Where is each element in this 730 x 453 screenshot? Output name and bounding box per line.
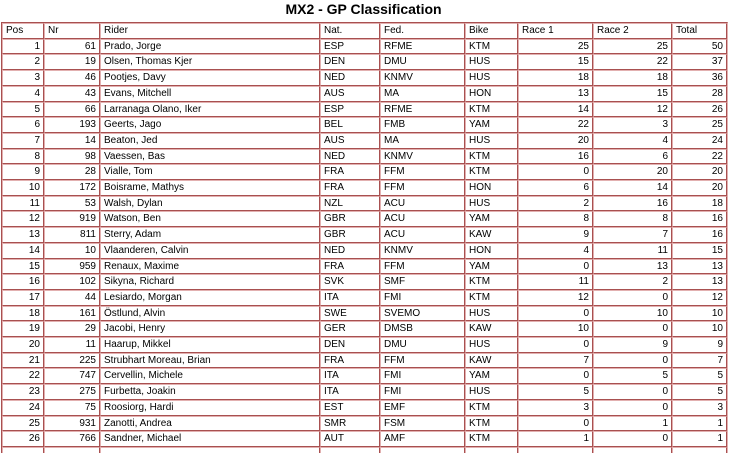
- cell-fed: FFM: [380, 164, 465, 180]
- cell-nat: ESP: [320, 102, 380, 118]
- cell-total: 24: [672, 133, 727, 149]
- cell-rider: Geerts, Jago: [100, 117, 320, 133]
- cell-race1: 7: [518, 353, 593, 369]
- cell-fed: RFME: [380, 102, 465, 118]
- cell-total: 10: [672, 321, 727, 337]
- table-header: [2, 23, 727, 39]
- cell-bike: HON: [465, 86, 518, 102]
- cell-rider: Sikyna, Richard: [100, 274, 320, 290]
- cell-rider: Beaton, Jed: [100, 133, 320, 149]
- cell-fed: DMU: [380, 54, 465, 70]
- cell-fed: AMF: [380, 431, 465, 447]
- cell-bike: HUS: [465, 54, 518, 70]
- table-row: [2, 211, 727, 227]
- cell-pos: [2, 447, 44, 453]
- table-row: [2, 337, 727, 353]
- table-row: [2, 70, 727, 86]
- classification-table: [1, 22, 728, 453]
- cell-pos: 3: [2, 70, 44, 86]
- cell-race1: [518, 447, 593, 453]
- cell-total: 28: [672, 86, 727, 102]
- cell-pos: 4: [2, 86, 44, 102]
- cell-race2: 0: [593, 321, 672, 337]
- cell-rider: Furbetta, Joakin: [100, 384, 320, 400]
- cell-total: 13: [672, 259, 727, 275]
- cell-bike: KTM: [465, 149, 518, 165]
- cell-total: 26: [672, 102, 727, 118]
- cell-nr: 29: [44, 321, 100, 337]
- cell-bike: YAM: [465, 368, 518, 384]
- cell-nr: 919: [44, 211, 100, 227]
- column-header-nat: Nat.: [320, 23, 380, 39]
- cell-rider: Jacobi, Henry: [100, 321, 320, 337]
- table-row: [2, 290, 727, 306]
- cell-rider: Olsen, Thomas Kjer: [100, 54, 320, 70]
- cell-total: 37: [672, 54, 727, 70]
- cell-race2: 9: [593, 337, 672, 353]
- cell-pos: 21: [2, 353, 44, 369]
- table-row: [2, 164, 727, 180]
- cell-nat: AUS: [320, 133, 380, 149]
- cell-bike: KTM: [465, 416, 518, 432]
- cell-total: 18: [672, 196, 727, 212]
- cell-rider: Roosiorg, Hardi: [100, 400, 320, 416]
- cell-bike: KTM: [465, 102, 518, 118]
- cell-nr: 161: [44, 306, 100, 322]
- cell-fed: EMF: [380, 400, 465, 416]
- cell-rider: Pootjes, Davy: [100, 70, 320, 86]
- cell-bike: KTM: [465, 164, 518, 180]
- cell-pos: 11: [2, 196, 44, 212]
- cell-race2: 3: [593, 117, 672, 133]
- cell-pos: 18: [2, 306, 44, 322]
- cell-pos: 26: [2, 431, 44, 447]
- cell-race2: 15: [593, 86, 672, 102]
- cell-race1: 18: [518, 70, 593, 86]
- cell-rider: Boisrame, Mathys: [100, 180, 320, 196]
- table-row: [2, 102, 727, 118]
- column-header-total: Total: [672, 23, 727, 39]
- cell-race2: 20: [593, 164, 672, 180]
- table-row: [2, 149, 727, 165]
- cell-nat: NED: [320, 243, 380, 259]
- cell-rider: Haarup, Mikkel: [100, 337, 320, 353]
- cell-bike: HUS: [465, 306, 518, 322]
- cell-fed: FFM: [380, 180, 465, 196]
- cell-bike: [465, 447, 518, 453]
- table-row: [2, 39, 727, 55]
- cell-race2: 0: [593, 384, 672, 400]
- table-row: [2, 431, 727, 447]
- table-row: [2, 86, 727, 102]
- cell-race1: 22: [518, 117, 593, 133]
- cell-total: 1: [672, 431, 727, 447]
- cell-fed: ACU: [380, 196, 465, 212]
- cell-rider: Vlaanderen, Calvin: [100, 243, 320, 259]
- cell-nr: 98: [44, 149, 100, 165]
- table-row: [2, 180, 727, 196]
- cell-rider: [100, 447, 320, 453]
- cell-nat: DEN: [320, 337, 380, 353]
- cell-nr: 172: [44, 180, 100, 196]
- cell-race1: 2: [518, 196, 593, 212]
- cell-rider: Walsh, Dylan: [100, 196, 320, 212]
- cell-rider: Strubhart Moreau, Brian: [100, 353, 320, 369]
- cell-nr: 931: [44, 416, 100, 432]
- cell-nat: AUT: [320, 431, 380, 447]
- cell-total: 5: [672, 368, 727, 384]
- table-body: [2, 39, 727, 453]
- cell-race2: 0: [593, 431, 672, 447]
- cell-race2: 12: [593, 102, 672, 118]
- table-row: [2, 133, 727, 149]
- table-row: [2, 117, 727, 133]
- table-row: [2, 416, 727, 432]
- cell-pos: 6: [2, 117, 44, 133]
- cell-race2: 7: [593, 227, 672, 243]
- cell-fed: MA: [380, 86, 465, 102]
- cell-pos: 16: [2, 274, 44, 290]
- cell-fed: KNMV: [380, 243, 465, 259]
- cell-nr: 766: [44, 431, 100, 447]
- column-header-bike: Bike: [465, 23, 518, 39]
- cell-total: [672, 447, 727, 453]
- cell-total: 5: [672, 384, 727, 400]
- cell-race2: 10: [593, 306, 672, 322]
- column-header-nr: Nr: [44, 23, 100, 39]
- cell-nat: ITA: [320, 368, 380, 384]
- cell-race1: 14: [518, 102, 593, 118]
- cell-nr: 28: [44, 164, 100, 180]
- cell-bike: HUS: [465, 196, 518, 212]
- cell-pos: 19: [2, 321, 44, 337]
- cell-total: 20: [672, 164, 727, 180]
- cell-nat: NED: [320, 149, 380, 165]
- cell-race2: 5: [593, 368, 672, 384]
- table-row: [2, 196, 727, 212]
- cell-fed: KNMV: [380, 149, 465, 165]
- cell-bike: KAW: [465, 353, 518, 369]
- cell-fed: DMSB: [380, 321, 465, 337]
- cell-total: 1: [672, 416, 727, 432]
- cell-fed: ACU: [380, 211, 465, 227]
- cell-fed: [380, 447, 465, 453]
- cell-pos: 8: [2, 149, 44, 165]
- cell-race1: 0: [518, 368, 593, 384]
- header-row: [2, 23, 727, 39]
- cell-bike: HUS: [465, 133, 518, 149]
- cell-total: 10: [672, 306, 727, 322]
- cell-race1: 0: [518, 337, 593, 353]
- cell-nr: 959: [44, 259, 100, 275]
- cell-nat: GER: [320, 321, 380, 337]
- cell-nat: FRA: [320, 180, 380, 196]
- cell-nat: FRA: [320, 353, 380, 369]
- cell-nat: FRA: [320, 164, 380, 180]
- column-header-race1: Race 1: [518, 23, 593, 39]
- cell-pos: 20: [2, 337, 44, 353]
- cell-pos: 15: [2, 259, 44, 275]
- cell-nat: ESP: [320, 39, 380, 55]
- cell-race2: 2: [593, 274, 672, 290]
- cell-race1: 8: [518, 211, 593, 227]
- cell-bike: KTM: [465, 290, 518, 306]
- cell-rider: Watson, Ben: [100, 211, 320, 227]
- cell-bike: HUS: [465, 70, 518, 86]
- column-header-race2: Race 2: [593, 23, 672, 39]
- cell-nr: 61: [44, 39, 100, 55]
- cell-nat: GBR: [320, 211, 380, 227]
- cell-race2: 0: [593, 290, 672, 306]
- table-row: [2, 400, 727, 416]
- cell-fed: FMI: [380, 384, 465, 400]
- cell-race1: 10: [518, 321, 593, 337]
- cell-bike: KAW: [465, 321, 518, 337]
- cell-nat: SMR: [320, 416, 380, 432]
- cell-nr: 11: [44, 337, 100, 353]
- cell-nat: SWE: [320, 306, 380, 322]
- cell-nr: 14: [44, 133, 100, 149]
- table-row: [2, 321, 727, 337]
- cell-nr: 10: [44, 243, 100, 259]
- cell-total: 25: [672, 117, 727, 133]
- cell-fed: FMI: [380, 290, 465, 306]
- cell-rider: Sterry, Adam: [100, 227, 320, 243]
- cell-pos: 14: [2, 243, 44, 259]
- cell-pos: 7: [2, 133, 44, 149]
- cell-bike: KAW: [465, 227, 518, 243]
- cell-race2: 0: [593, 400, 672, 416]
- table-row: [2, 54, 727, 70]
- cell-pos: 25: [2, 416, 44, 432]
- cell-total: 16: [672, 211, 727, 227]
- table-row: [2, 259, 727, 275]
- cell-fed: FSM: [380, 416, 465, 432]
- cell-race1: 0: [518, 306, 593, 322]
- cell-total: 13: [672, 274, 727, 290]
- cell-fed: SVEMO: [380, 306, 465, 322]
- cell-fed: KNMV: [380, 70, 465, 86]
- cell-nr: 75: [44, 400, 100, 416]
- cell-rider: Cervellin, Michele: [100, 368, 320, 384]
- cell-fed: RFME: [380, 39, 465, 55]
- cell-race1: 25: [518, 39, 593, 55]
- table-row: [2, 274, 727, 290]
- cell-total: 36: [672, 70, 727, 86]
- cell-pos: 12: [2, 211, 44, 227]
- cell-race1: 6: [518, 180, 593, 196]
- cell-race2: 11: [593, 243, 672, 259]
- cell-bike: KTM: [465, 431, 518, 447]
- cell-total: 3: [672, 400, 727, 416]
- cell-pos: 24: [2, 400, 44, 416]
- cell-total: 12: [672, 290, 727, 306]
- cell-nat: NED: [320, 70, 380, 86]
- column-header-pos: Pos: [2, 23, 44, 39]
- cell-nat: BEL: [320, 117, 380, 133]
- cell-nr: 225: [44, 353, 100, 369]
- cell-total: 50: [672, 39, 727, 55]
- cell-fed: SMF: [380, 274, 465, 290]
- cell-rider: Larranaga Olano, Iker: [100, 102, 320, 118]
- cell-total: 7: [672, 353, 727, 369]
- cell-nr: 811: [44, 227, 100, 243]
- cell-race1: 0: [518, 259, 593, 275]
- table-row: [2, 227, 727, 243]
- cell-nr: 193: [44, 117, 100, 133]
- cell-fed: FFM: [380, 353, 465, 369]
- column-header-rider: Rider: [100, 23, 320, 39]
- cell-nat: DEN: [320, 54, 380, 70]
- cell-race1: 0: [518, 416, 593, 432]
- cell-race2: 6: [593, 149, 672, 165]
- cell-race1: 9: [518, 227, 593, 243]
- table-row-clipped: [2, 447, 727, 453]
- cell-rider: Östlund, Alvin: [100, 306, 320, 322]
- table-row: [2, 368, 727, 384]
- cell-race2: 14: [593, 180, 672, 196]
- table-row: [2, 243, 727, 259]
- cell-rider: Vialle, Tom: [100, 164, 320, 180]
- cell-bike: KTM: [465, 400, 518, 416]
- cell-fed: ACU: [380, 227, 465, 243]
- cell-nr: 747: [44, 368, 100, 384]
- cell-pos: 10: [2, 180, 44, 196]
- cell-bike: YAM: [465, 259, 518, 275]
- cell-race2: 18: [593, 70, 672, 86]
- cell-race1: 11: [518, 274, 593, 290]
- cell-race1: 16: [518, 149, 593, 165]
- cell-nr: 275: [44, 384, 100, 400]
- cell-race2: 8: [593, 211, 672, 227]
- cell-total: 16: [672, 227, 727, 243]
- cell-bike: HUS: [465, 337, 518, 353]
- cell-fed: DMU: [380, 337, 465, 353]
- cell-pos: 9: [2, 164, 44, 180]
- cell-fed: MA: [380, 133, 465, 149]
- cell-nr: 44: [44, 290, 100, 306]
- cell-bike: YAM: [465, 117, 518, 133]
- cell-bike: KTM: [465, 274, 518, 290]
- cell-rider: Evans, Mitchell: [100, 86, 320, 102]
- cell-race1: 0: [518, 164, 593, 180]
- page-title: MX2 - GP Classification: [285, 1, 442, 17]
- cell-fed: FFM: [380, 259, 465, 275]
- cell-nr: 66: [44, 102, 100, 118]
- cell-bike: YAM: [465, 211, 518, 227]
- cell-nat: EST: [320, 400, 380, 416]
- cell-pos: 5: [2, 102, 44, 118]
- cell-nr: 46: [44, 70, 100, 86]
- cell-pos: 22: [2, 368, 44, 384]
- cell-race2: 16: [593, 196, 672, 212]
- cell-race1: 3: [518, 400, 593, 416]
- cell-race2: 13: [593, 259, 672, 275]
- cell-bike: HON: [465, 180, 518, 196]
- cell-total: 9: [672, 337, 727, 353]
- cell-race1: 5: [518, 384, 593, 400]
- cell-nat: SVK: [320, 274, 380, 290]
- cell-nat: AUS: [320, 86, 380, 102]
- cell-pos: 23: [2, 384, 44, 400]
- cell-rider: Zanotti, Andrea: [100, 416, 320, 432]
- cell-race1: 15: [518, 54, 593, 70]
- cell-race1: 1: [518, 431, 593, 447]
- cell-race1: 13: [518, 86, 593, 102]
- cell-bike: KTM: [465, 39, 518, 55]
- cell-rider: Prado, Jorge: [100, 39, 320, 55]
- cell-pos: 13: [2, 227, 44, 243]
- cell-bike: HON: [465, 243, 518, 259]
- cell-race1: 4: [518, 243, 593, 259]
- cell-nat: ITA: [320, 384, 380, 400]
- cell-race2: [593, 447, 672, 453]
- cell-race2: 0: [593, 353, 672, 369]
- cell-race2: 4: [593, 133, 672, 149]
- cell-total: 20: [672, 180, 727, 196]
- cell-race2: 1: [593, 416, 672, 432]
- cell-race1: 20: [518, 133, 593, 149]
- cell-rider: Vaessen, Bas: [100, 149, 320, 165]
- cell-nr: 53: [44, 196, 100, 212]
- cell-pos: 2: [2, 54, 44, 70]
- cell-fed: FMB: [380, 117, 465, 133]
- cell-total: 15: [672, 243, 727, 259]
- cell-race2: 25: [593, 39, 672, 55]
- cell-pos: 1: [2, 39, 44, 55]
- cell-nat: GBR: [320, 227, 380, 243]
- cell-rider: Lesiardo, Morgan: [100, 290, 320, 306]
- table-row: [2, 353, 727, 369]
- cell-rider: Sandner, Michael: [100, 431, 320, 447]
- cell-nr: 43: [44, 86, 100, 102]
- table-row: [2, 306, 727, 322]
- cell-nr: [44, 447, 100, 453]
- cell-total: 22: [672, 149, 727, 165]
- cell-nat: ITA: [320, 290, 380, 306]
- cell-bike: HUS: [465, 384, 518, 400]
- column-header-fed: Fed.: [380, 23, 465, 39]
- cell-nat: NZL: [320, 196, 380, 212]
- cell-rider: Renaux, Maxime: [100, 259, 320, 275]
- table-row: [2, 384, 727, 400]
- cell-race1: 12: [518, 290, 593, 306]
- cell-fed: FMI: [380, 368, 465, 384]
- cell-race2: 22: [593, 54, 672, 70]
- cell-pos: 17: [2, 290, 44, 306]
- cell-nr: 102: [44, 274, 100, 290]
- cell-nat: FRA: [320, 259, 380, 275]
- cell-nr: 19: [44, 54, 100, 70]
- cell-nat: [320, 447, 380, 453]
